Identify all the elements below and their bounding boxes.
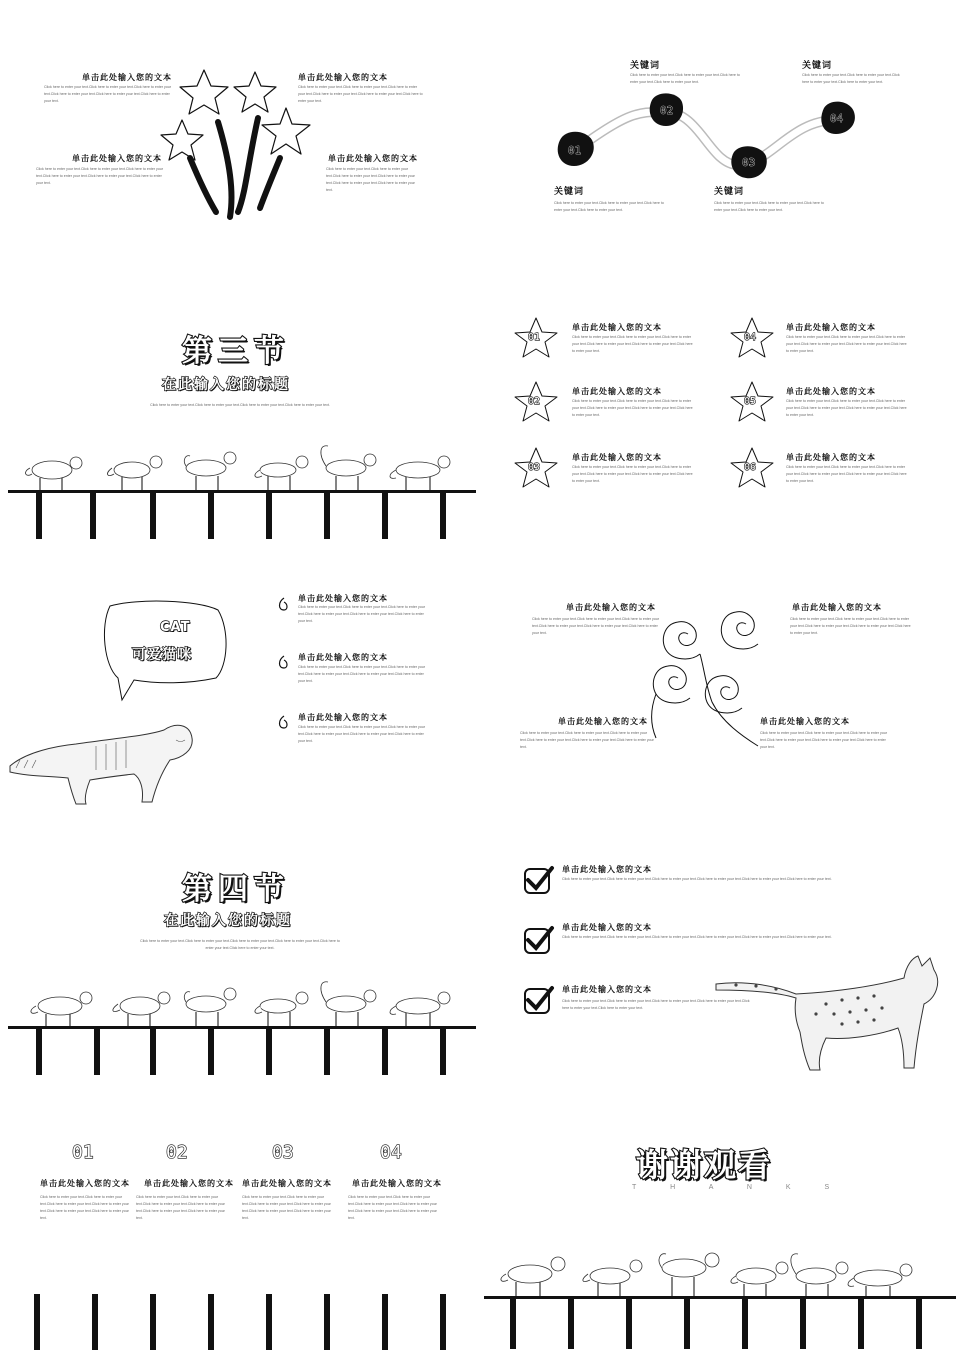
slide1-body-2: Click here to enter your text.Click here to enter your text.Click here to enter your text.Click here to enter your text.Click here to enter your text.Click here to enter your text. [298, 85, 423, 103]
slide9-body-4: Click here to enter your text.Click here to enter your text.Click here to enter your text.Click here to enter your text.Click here to enter your text.Click here to enter your text. [348, 1195, 437, 1220]
slide1-body-4: Click here to enter your text.Click here to enter your text.Click here to enter your text.Click here to enter your text.Click here to enter your text.Click here to enter your text. [326, 167, 415, 192]
cats-on-fence-icon [0, 966, 480, 1076]
slide4-body-5: Click here to enter your text.Click here to enter your text.Click here to enter your text.Click here to enter your text.Click here to enter your text.Click here to enter your text. [786, 399, 907, 417]
cat-illustration [6, 716, 206, 806]
slide6-heading-4: 单击此处输入您的文本 [760, 717, 850, 726]
slide1-body-3: Click here to enter your text.Click here to enter your text.Click here to enter your text.Click here to enter your text.Click here to enter your text.Click here to enter your text. [36, 167, 164, 185]
slide9-heading-1: 单击此处输入您的文本 [40, 1179, 130, 1188]
star-label-06: 06 [744, 462, 757, 473]
slide5-heading-2: 单击此处输入您的文本 [298, 653, 388, 662]
slide-10[interactable] [480, 1080, 960, 1350]
slide2-keyword-1: 关键词 [630, 61, 661, 71]
star-label-01: 01 [528, 332, 541, 343]
star-label-02: 02 [528, 396, 541, 407]
column-number-02: 02 [166, 1142, 188, 1163]
slide1-heading-1: 单击此处输入您的文本 [82, 73, 172, 82]
fence-icon [0, 1292, 480, 1350]
slide4-heading-6: 单击此处输入您的文本 [786, 453, 876, 462]
slide6-body-1: Click here to enter your text.Click here to enter your text.Click here to enter your text.Click here to enter your text.Click here to enter your text.Click here to enter your text. [532, 617, 660, 635]
slide2-body-3: Click here to enter your text.Click here to enter your text.Click here to enter your text.Click here to enter your text. [554, 201, 664, 212]
slide2-keyword-4: 关键词 [714, 187, 745, 197]
slide9-heading-3: 单击此处输入您的文本 [242, 1179, 332, 1188]
slide-1[interactable] [0, 0, 480, 270]
check-icon [524, 984, 554, 1014]
timeline-label-02: 02 [660, 104, 674, 117]
slide8-body-2: Click here to enter your text.Click here to enter your text.Click here to enter your text.Click here to enter your text.Click here to enter your text.Click here to enter your text. [562, 935, 832, 939]
slide6-body-4: Click here to enter your text.Click here to enter your text.Click here to enter your text.Click here to enter your text.Click here to enter your text.Click here to enter your text. [760, 731, 888, 749]
shooting-stars-icon [160, 62, 320, 232]
timeline-wave-icon [480, 0, 960, 270]
thanks-subtitle: T H A N K S [632, 1184, 846, 1191]
section-title: 第三节 [182, 334, 290, 369]
checkbox-2[interactable] [524, 928, 550, 954]
slide2-keyword-2: 关键词 [802, 61, 833, 71]
slide5-heading-1: 单击此处输入您的文本 [298, 594, 388, 603]
slide4-body-4: Click here to enter your text.Click here to enter your text.Click here to enter your text.Click here to enter your text.Click here to enter your text.Click here to enter your text. [786, 335, 907, 353]
slide-3[interactable] [0, 270, 480, 540]
slide8-body-3: Click here to enter your text.Click here to enter your text.Click here to enter your text.Click here to enter your text.Click here to enter your text.Click here to enter your text. [562, 999, 750, 1010]
slide1-body-1: Click here to enter your text.Click here to enter your text.Click here to enter your text.Click here to enter your text.Click here to enter your text.Click here to enter your text. [44, 85, 172, 103]
slide4-heading-2: 单击此处输入您的文本 [572, 387, 662, 396]
cats-on-fence-icon [0, 430, 480, 540]
section-subtitle: 在此输入您的标题 [162, 377, 290, 393]
slide5-body-1: Click here to enter your text.Click here to enter your text.Click here to enter your text.Click here to enter your text.Click here to enter your text.Click here to enter your text. [298, 605, 426, 623]
slide2-body-2: Click here to enter your text.Click here to enter your text.Click here to enter your text.Click here to enter your text. [802, 73, 900, 84]
hook-icons [276, 592, 296, 742]
slide2-body-4: Click here to enter your text.Click here to enter your text.Click here to enter your text.Click here to enter your text. [714, 201, 824, 212]
column-number-03: 03 [272, 1142, 294, 1163]
section-body: Click here to enter your text.Click here to enter your text.Click here to enter your text.Click here to enter your text. [150, 403, 330, 407]
slide9-heading-4: 单击此处输入您的文本 [352, 1179, 442, 1188]
slide9-body-2: Click here to enter your text.Click here to enter your text.Click here to enter your text.Click here to enter your text.Click here to enter your text.Click here to enter your text. [136, 1195, 225, 1220]
slide4-heading-4: 单击此处输入您的文本 [786, 323, 876, 332]
slide6-body-2: Click here to enter your text.Click here to enter your text.Click here to enter your text.Click here to enter your text.Click here to enter your text.Click here to enter your text. [790, 617, 911, 635]
checkbox-1[interactable] [524, 868, 550, 894]
section-title: 第四节 [182, 872, 290, 907]
slide2-keyword-3: 关键词 [554, 187, 585, 197]
slide6-heading-3: 单击此处输入您的文本 [558, 717, 648, 726]
slide4-heading-5: 单击此处输入您的文本 [786, 387, 876, 396]
bubble-line-2: 可爱猫咪 [132, 647, 192, 663]
slide8-heading-1: 单击此处输入您的文本 [562, 865, 652, 874]
slide9-heading-2: 单击此处输入您的文本 [144, 1179, 234, 1188]
slide1-heading-4: 单击此处输入您的文本 [328, 154, 418, 163]
slide5-body-3: Click here to enter your text.Click here to enter your text.Click here to enter your text.Click here to enter your text.Click here to enter your text.Click here to enter your text. [298, 725, 426, 743]
slide4-heading-3: 单击此处输入您的文本 [572, 453, 662, 462]
slide8-heading-2: 单击此处输入您的文本 [562, 923, 652, 932]
slide9-body-1: Click here to enter your text.Click here to enter your text.Click here to enter your text.Click here to enter your text.Click here to enter your text.Click here to enter your text. [40, 1195, 129, 1220]
checkbox-3[interactable] [524, 988, 550, 1014]
slide-7[interactable] [0, 810, 480, 1080]
slide8-heading-3: 单击此处输入您的文本 [562, 985, 652, 994]
slide8-body-1: Click here to enter your text.Click here to enter your text.Click here to enter your text.Click here to enter your text.Click here to enter your text.Click here to enter your text. [562, 877, 832, 881]
section-subtitle: 在此输入您的标题 [164, 913, 292, 929]
check-icon [524, 864, 554, 894]
slide-6[interactable] [480, 540, 960, 810]
slide4-body-1: Click here to enter your text.Click here to enter your text.Click here to enter your text.Click here to enter your text.Click here to enter your text.Click here to enter your text. [572, 335, 693, 353]
column-number-01: 01 [72, 1142, 94, 1163]
slide5-heading-3: 单击此处输入您的文本 [298, 713, 388, 722]
star-label-03: 03 [528, 462, 541, 473]
timeline-label-04: 04 [830, 112, 844, 125]
slide1-heading-2: 单击此处输入您的文本 [298, 73, 388, 82]
slide4-body-3: Click here to enter your text.Click here to enter your text.Click here to enter your text.Click here to enter your text.Click here to enter your text.Click here to enter your text. [572, 465, 693, 483]
slide9-body-3: Click here to enter your text.Click here to enter your text.Click here to enter your text.Click here to enter your text.Click here to enter your text.Click here to enter your text. [242, 1195, 331, 1220]
timeline-label-03: 03 [742, 156, 756, 169]
slide4-body-2: Click here to enter your text.Click here to enter your text.Click here to enter your text.Click here to enter your text.Click here to enter your text.Click here to enter your text. [572, 399, 693, 417]
slide-9[interactable] [0, 1080, 480, 1350]
slide6-heading-2: 单击此处输入您的文本 [792, 603, 882, 612]
cats-on-fence-icon [480, 1240, 960, 1350]
slide-2[interactable] [480, 0, 960, 270]
check-icon [524, 924, 554, 954]
star-label-05: 05 [744, 396, 757, 407]
slide5-body-2: Click here to enter your text.Click here to enter your text.Click here to enter your text.Click here to enter your text.Click here to enter your text.Click here to enter your text. [298, 665, 426, 683]
slide6-heading-1: 单击此处输入您的文本 [566, 603, 656, 612]
bubble-line-1: CAT [160, 620, 191, 635]
star-label-04: 04 [744, 332, 757, 343]
slide-4[interactable] [480, 270, 960, 540]
thanks-title: 谢谢观看 [636, 1146, 773, 1184]
slide6-body-3: Click here to enter your text.Click here to enter your text.Click here to enter your text.Click here to enter your text.Click here to enter your text.Click here to enter your text. [520, 731, 654, 749]
slide-8[interactable] [480, 810, 960, 1080]
column-number-04: 04 [380, 1142, 402, 1163]
timeline-label-01: 01 [568, 144, 582, 157]
cat-illustration [716, 952, 956, 1076]
slide4-heading-1: 单击此处输入您的文本 [572, 323, 662, 332]
slide-5[interactable] [0, 540, 480, 810]
slide2-body-1: Click here to enter your text.Click here to enter your text.Click here to enter your text.Click here to enter your text. [630, 73, 740, 84]
slide4-body-6: Click here to enter your text.Click here to enter your text.Click here to enter your text.Click here to enter your text.Click here to enter your text.Click here to enter your text. [786, 465, 907, 483]
section-body: Click here to enter your text.Click here to enter your text.Click here to enter your text.Click here to enter your text.Click here to enter your text.Click here to enter your text. [140, 939, 340, 950]
slide1-heading-3: 单击此处输入您的文本 [72, 154, 162, 163]
